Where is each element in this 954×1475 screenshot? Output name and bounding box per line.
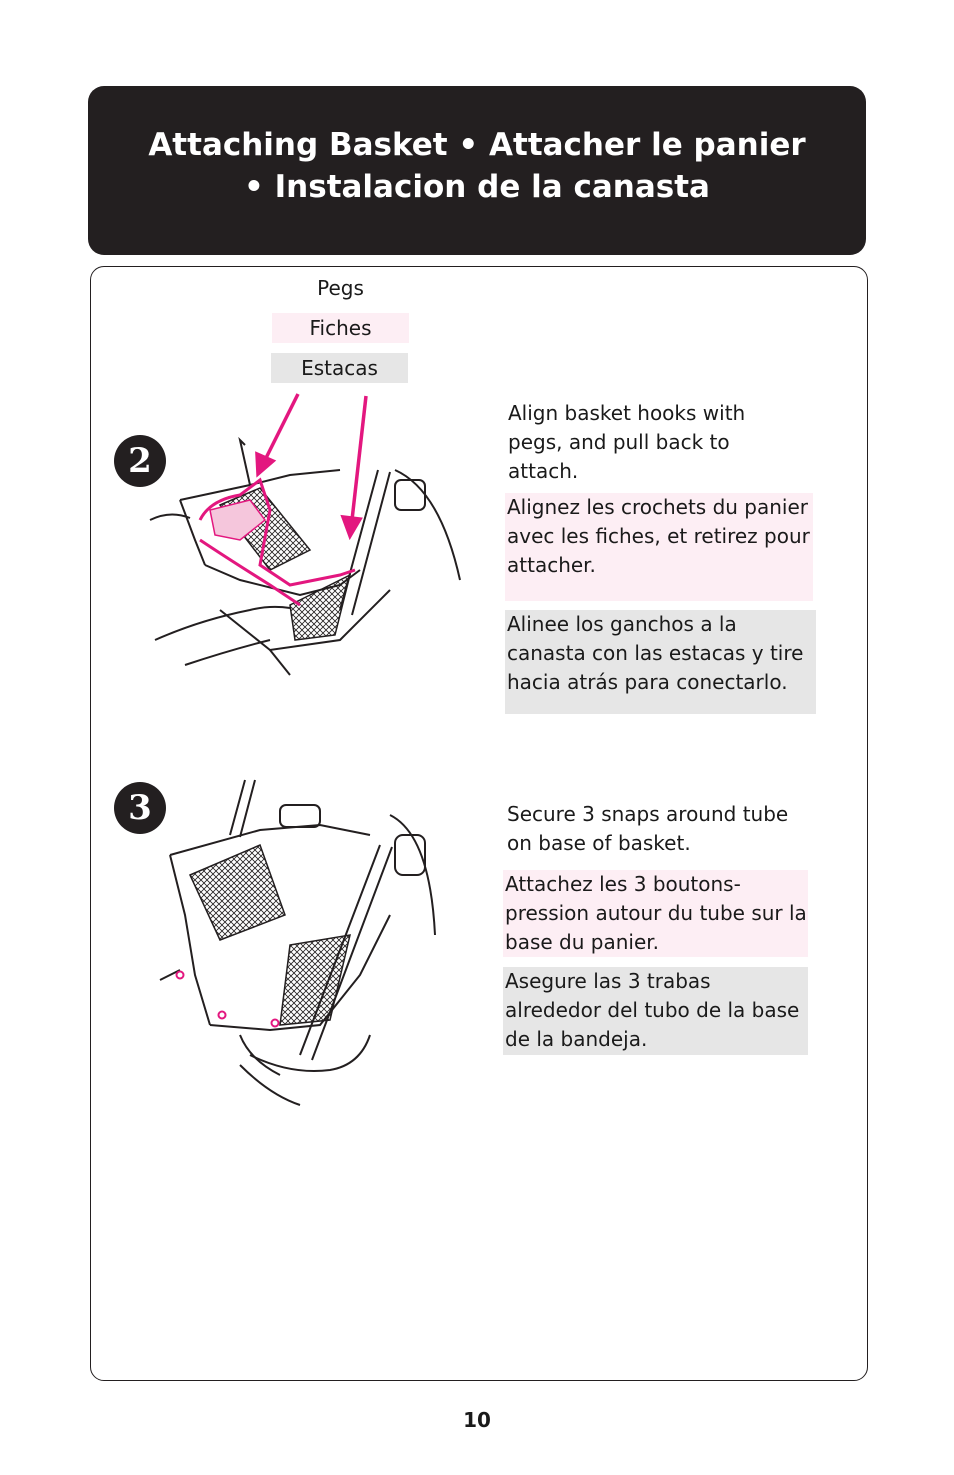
step-3-illustration — [150, 775, 450, 1110]
step-3-french: Attachez les 3 boutons-pression autour du tube sur la base du panier. — [503, 870, 808, 957]
step-2-french: Alignez les crochets du panier avec les fiches, et retirez pour attacher. — [505, 493, 813, 601]
step-2-number: 2 — [114, 435, 166, 487]
title-line-1: Attaching Basket • Attacher le panier — [148, 127, 806, 163]
title-line-2: • Instalacion de la canasta — [244, 169, 710, 205]
step-3-english: Secure 3 snaps around tube on base of basket. — [507, 802, 789, 855]
label-fiches: Fiches — [272, 313, 409, 343]
page-number: 10 — [463, 1408, 491, 1432]
step-2-illustration — [140, 390, 470, 680]
step-2-spanish: Alinee los ganchos a la canasta con las estacas y tire hacia atrás para conectarlo. — [505, 610, 816, 714]
label-estacas: Estacas — [271, 353, 408, 383]
title-banner — [88, 86, 866, 255]
step-2-english: Align basket hooks with pegs, and pull back to attach. — [508, 401, 746, 483]
step-3-number: 3 — [114, 782, 166, 834]
step-3-spanish: Asegure las 3 trabas alrededor del tubo de la base de la bandeja. — [503, 967, 808, 1055]
page-title — [88, 124, 866, 208]
label-pegs: Pegs — [317, 276, 364, 300]
